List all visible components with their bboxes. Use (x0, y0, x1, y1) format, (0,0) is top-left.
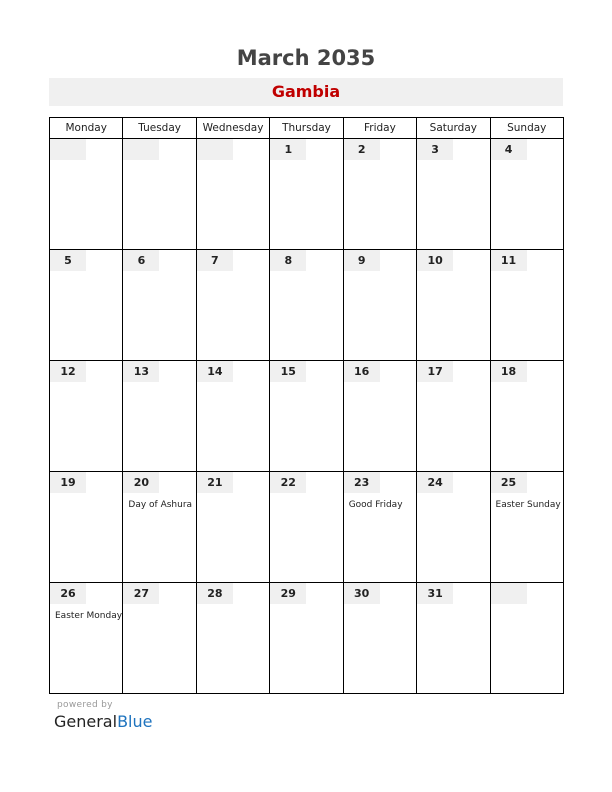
calendar-day-cell[interactable] (343, 361, 416, 472)
weekday-wednesday: Wednesday (196, 118, 269, 139)
day-number: 10 (417, 250, 453, 271)
weekday-sunday: Sunday (490, 118, 563, 139)
calendar-week-row (50, 472, 564, 583)
day-number: 4 (491, 139, 527, 160)
calendar-day-cell[interactable] (50, 361, 123, 472)
country-bar (49, 78, 563, 106)
calendar-week-row (50, 583, 564, 694)
powered-by-text: powered by (57, 700, 113, 710)
calendar-day-cell[interactable] (490, 139, 563, 250)
calendar-day-cell[interactable] (343, 250, 416, 361)
day-number: 29 (270, 583, 306, 604)
day-number: 15 (270, 361, 306, 382)
calendar-day-cell[interactable] (417, 361, 490, 472)
weekday-monday: Monday (50, 118, 123, 139)
calendar-day-cell[interactable] (123, 139, 196, 250)
weekday-friday: Friday (343, 118, 416, 139)
calendar-day-cell[interactable] (196, 250, 269, 361)
holiday-label: Easter Monday (55, 611, 123, 621)
weekday-saturday: Saturday (417, 118, 490, 139)
day-number: 17 (417, 361, 453, 382)
calendar-day-cell[interactable] (50, 139, 123, 250)
calendar-day-cell[interactable] (417, 472, 490, 583)
calendar-day-cell[interactable] (196, 583, 269, 694)
day-number: 22 (270, 472, 306, 493)
day-number: 9 (344, 250, 380, 271)
calendar-day-cell[interactable] (50, 250, 123, 361)
holiday-label: Easter Sunday (495, 500, 561, 510)
day-number: 3 (417, 139, 453, 160)
day-number: 24 (417, 472, 453, 493)
brand-blue-text: Blue (117, 712, 153, 731)
day-number: 5 (50, 250, 86, 271)
day-number: 18 (491, 361, 527, 382)
calendar-day-cell[interactable] (490, 583, 563, 694)
calendar-day-cell[interactable] (490, 250, 563, 361)
day-number: 26 (50, 583, 86, 604)
calendar-day-cell[interactable] (417, 583, 490, 694)
day-number: 2 (344, 139, 380, 160)
day-number (197, 139, 233, 160)
day-number (491, 583, 527, 604)
calendar-day-cell[interactable] (343, 583, 416, 694)
calendar-day-cell[interactable] (270, 139, 343, 250)
page-title: March 2035 (236, 46, 376, 70)
day-number: 23 (344, 472, 380, 493)
calendar-day-cell[interactable] (343, 472, 416, 583)
generalblue-logo[interactable] (54, 712, 152, 731)
holiday-label: Good Friday (348, 500, 403, 510)
calendar-week-row (50, 250, 564, 361)
day-number (50, 139, 86, 160)
calendar-day-cell[interactable] (270, 250, 343, 361)
brand-general-text: General (54, 712, 118, 731)
day-number: 11 (491, 250, 527, 271)
calendar-day-cell[interactable] (196, 139, 269, 250)
day-number: 14 (197, 361, 233, 382)
day-number: 7 (197, 250, 233, 271)
calendar-day-cell[interactable] (490, 361, 563, 472)
calendar-week-row (50, 139, 564, 250)
day-number: 28 (197, 583, 233, 604)
day-number: 6 (123, 250, 159, 271)
calendar-week-row (50, 361, 564, 472)
country-name: Gambia (271, 82, 341, 101)
day-number: 1 (270, 139, 306, 160)
day-number: 20 (123, 472, 159, 493)
calendar-day-cell[interactable] (50, 583, 123, 694)
calendar-day-cell[interactable] (270, 361, 343, 472)
weekday-tuesday: Tuesday (123, 118, 196, 139)
calendar-grid (49, 117, 564, 694)
calendar-day-cell[interactable] (270, 583, 343, 694)
calendar-day-cell[interactable] (490, 472, 563, 583)
calendar-day-cell[interactable] (50, 472, 123, 583)
calendar-day-cell[interactable] (123, 361, 196, 472)
calendar-day-cell[interactable] (123, 472, 196, 583)
calendar-day-cell[interactable] (196, 472, 269, 583)
calendar-day-cell[interactable] (270, 472, 343, 583)
day-number: 27 (123, 583, 159, 604)
day-number: 30 (344, 583, 380, 604)
day-number: 16 (344, 361, 380, 382)
calendar-day-cell[interactable] (417, 250, 490, 361)
day-number: 8 (270, 250, 306, 271)
day-number: 31 (417, 583, 453, 604)
calendar-day-cell[interactable] (123, 250, 196, 361)
day-number: 12 (50, 361, 86, 382)
weekday-header-row (50, 118, 564, 139)
weekday-thursday: Thursday (270, 118, 343, 139)
calendar-day-cell[interactable] (343, 139, 416, 250)
calendar-day-cell[interactable] (196, 361, 269, 472)
day-number: 19 (50, 472, 86, 493)
calendar-day-cell[interactable] (123, 583, 196, 694)
calendar-day-cell[interactable] (417, 139, 490, 250)
day-number: 13 (123, 361, 159, 382)
day-number: 21 (197, 472, 233, 493)
day-number: 25 (491, 472, 527, 493)
holiday-label: Day of Ashura (128, 500, 193, 510)
day-number (123, 139, 159, 160)
